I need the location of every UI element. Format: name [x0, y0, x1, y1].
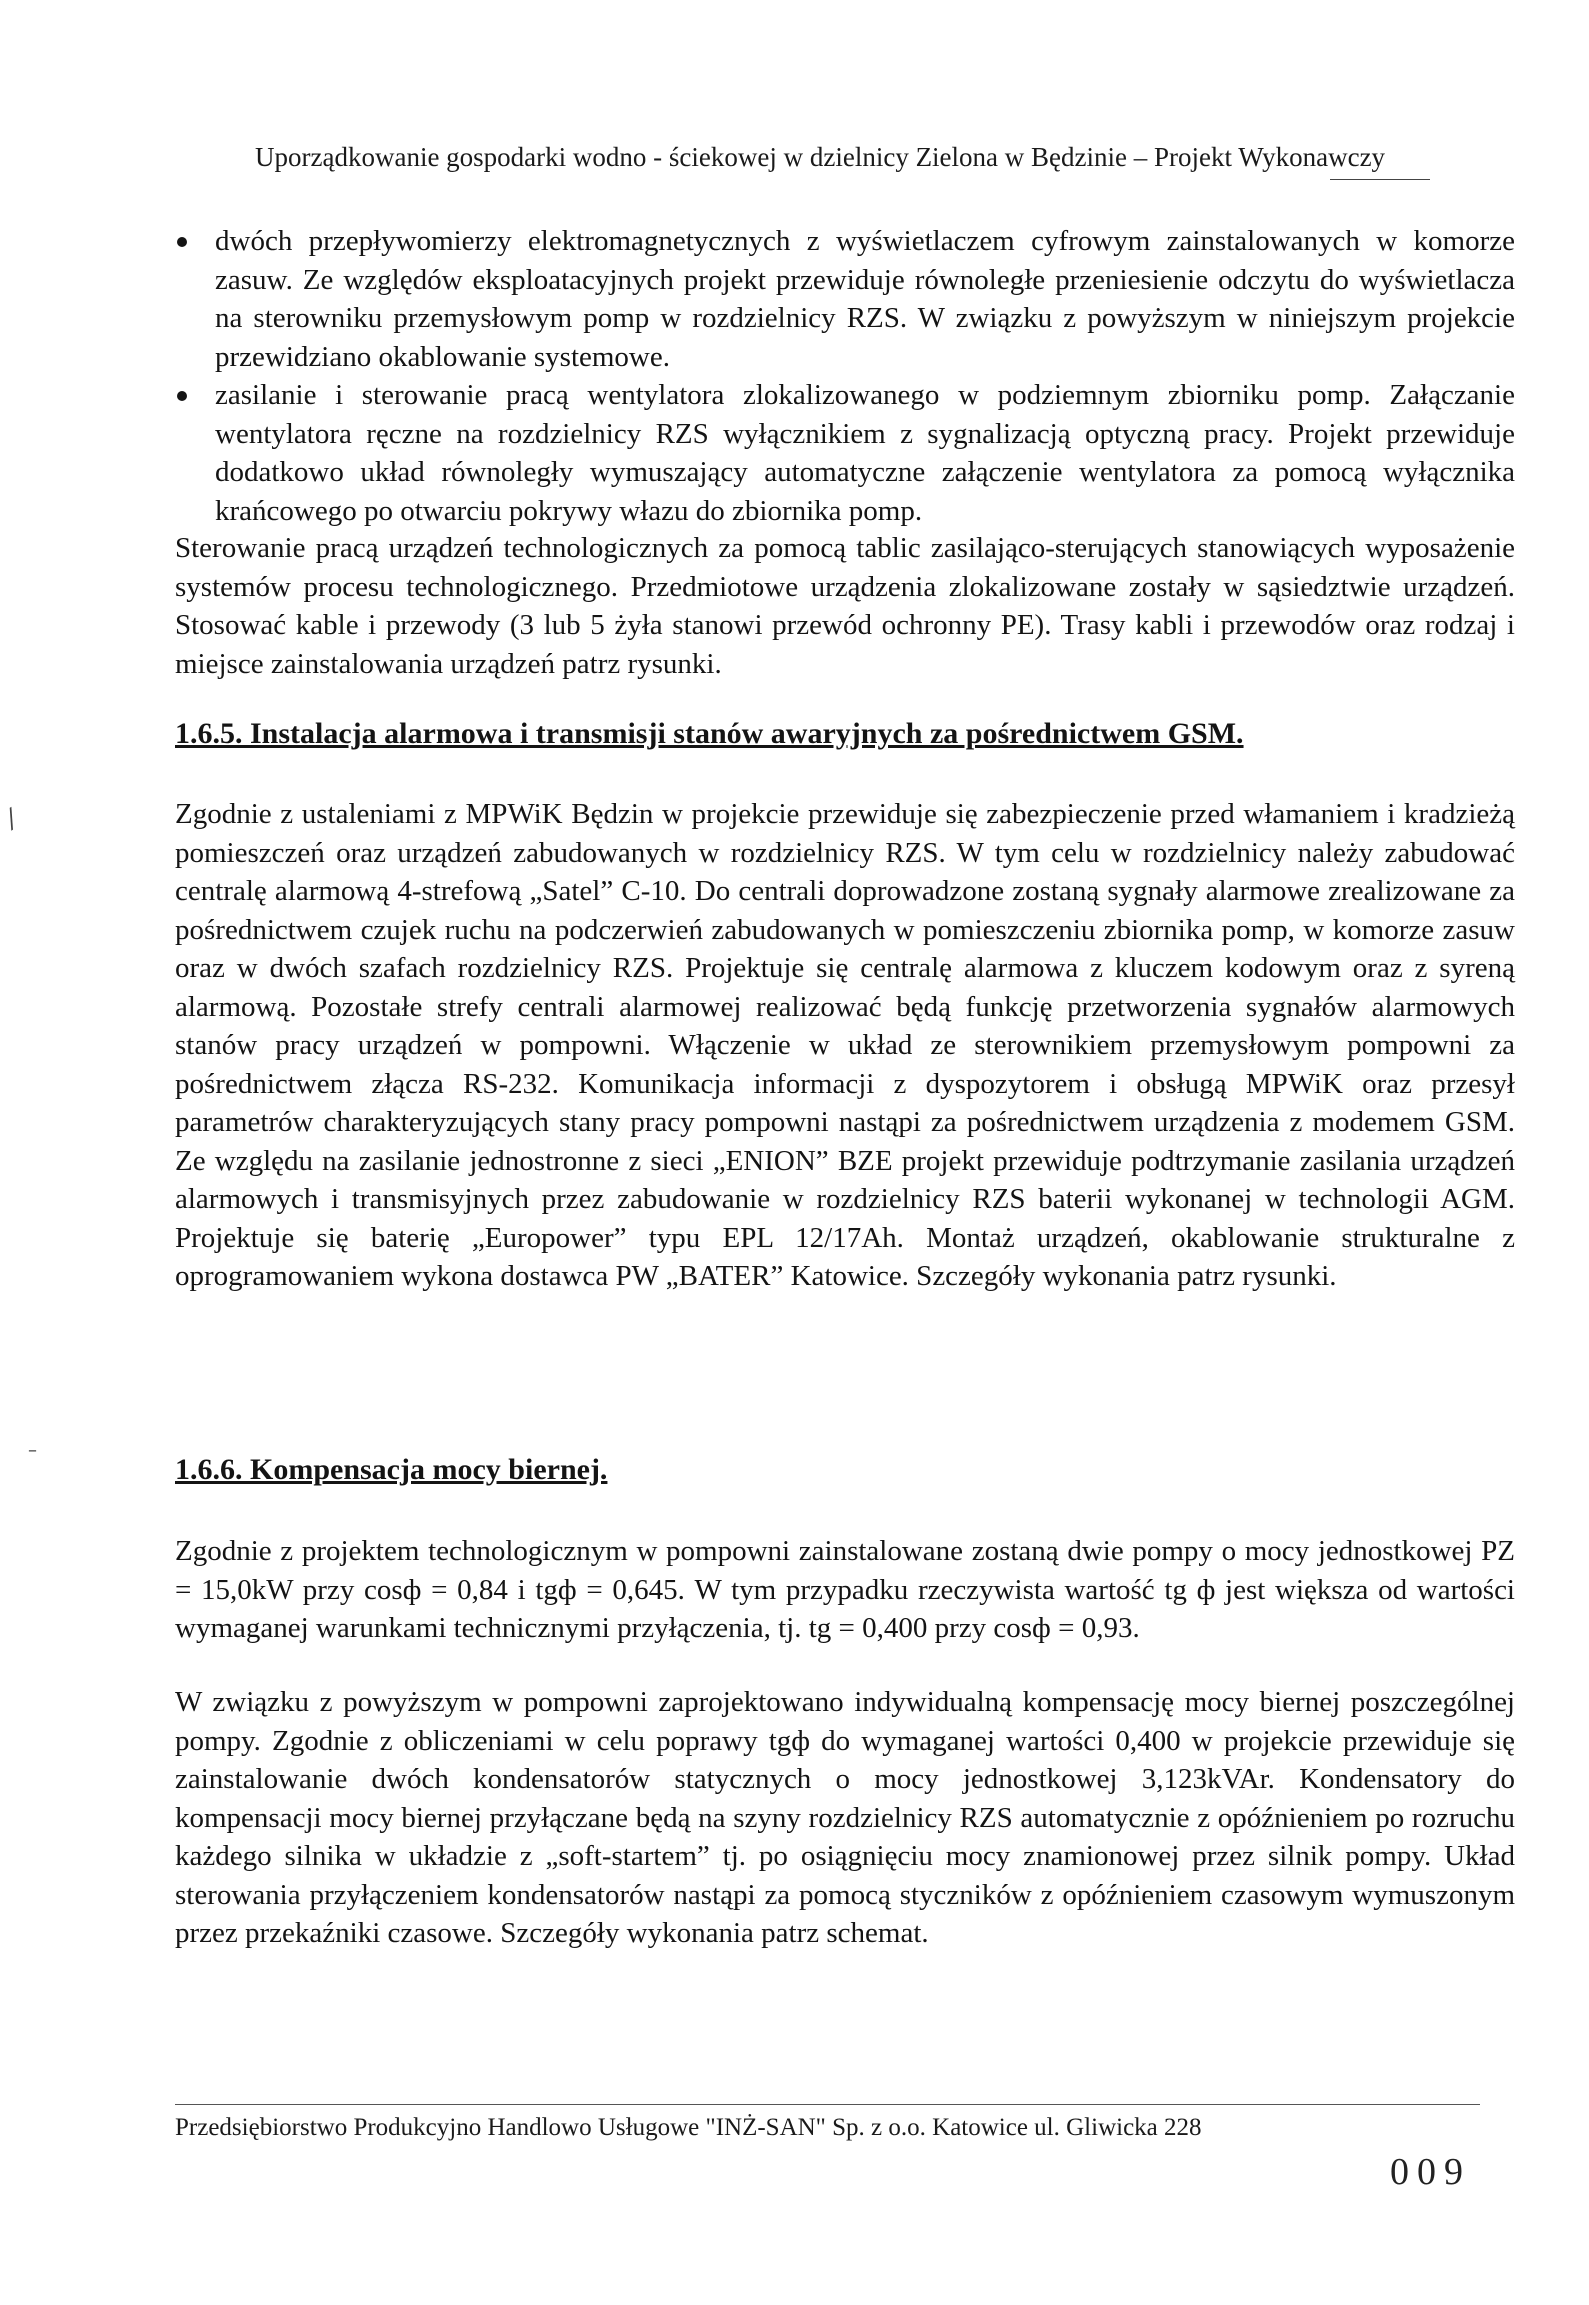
paragraph-compensation-1: Zgodnie z projektem technologicznym w pompowni zainstalowane zostaną dwie pompy o mocy jednostkowej PZ = 15,0kW przy cosф = 0,84 i tgф = 0,645. W tym przypadku rzeczywista wartość tg ф jest większa od wartości wymaganej warunkami technicznymi przyłączenia, tj. tg = 0,400 przy cosф = 0,93.: [175, 1535, 1515, 1644]
footer-divider: [175, 2104, 1480, 2105]
paragraph-alarm: Zgodnie z ustaleniami z MPWiK Będzin w projekcie przewiduje się zabezpieczenie przed włamaniem i kradzieżą pomieszczeń oraz urządzeń zabudowanych w rozdzielnicy RZS. W tym celu w rozdzielnicy należy zabudować centralę alarmową 4-strefową „Satel” C-10. Do centrali doprowadzone zostaną sygnały alarmowe zrealizowane za pośrednictwem czujek ruchu na podczerwień zabudowanych w pomieszczeniu zbiornika pomp, w komorze zasuw oraz w dwóch szafach rozdzielnicy RZS. Projektuje się centralę alarmowa z kluczem kodowym oraz z syreną alarmową. Pozostałe strefy centrali alarmowej realizować będą funkcję przetworzenia sygnałów alarmowych stanów pracy urządzeń w pompowni. Włączenie w układ ze sterownikiem przemysłowym pompowni za pośrednictwem złącza RS-232. Komunikacja informacji z dyspozytorem i obsługą MPWiK oraz przesył parametrów charakteryzujących stany pracy pompowni nastąpi za pośrednictwem urządzenia z modemem GSM. Ze względu na zasilanie jednostronne z sieci „ENION” BZE projekt przewiduje podtrzymanie zasilania urządzeń alarmowych i transmisyjnych przez zabudowanie w rozdzielnicy RZS baterii wykonanej w technologii AGM. Projektuje się baterię „Europower” typu EPL 12/17Ah. Montaż urządzeń, okablowanie strukturalne z oprogramowaniem wykona dostawca PW „BATER” Katowice. Szczegóły wykonania patrz rysunki.: [175, 798, 1515, 1292]
list-item: [175, 376, 1515, 530]
section-heading-compensation: 1.6.6. Kompensacja mocy biernej.: [175, 1453, 608, 1486]
margin-dash-mark-icon: –: [28, 1440, 37, 1461]
header-underline: [1330, 179, 1430, 180]
page-number: 009: [1390, 2151, 1471, 2193]
section-heading-alarm: 1.6.5. Instalacja alarmowa i transmisji stanów awaryjnych za pośrednictwem GSM.: [175, 717, 1244, 750]
page-header: Uporządkowanie gospodarki wodno - ściekowej w dzielnicy Zielona w Będzinie – Projekt Wykonawczy: [255, 142, 1386, 172]
bullet-icon: [177, 237, 187, 247]
list-item: [175, 222, 1515, 376]
margin-pen-mark-icon: ⁄: [1, 806, 23, 834]
paragraph-control: Sterowanie pracą urządzeń technologicznych za pomocą tablic zasilająco-sterujących stanowiących wyposażenie systemów procesu technologicznego. Przedmiotowe urządzenia zlokalizowane zostały w sąsiedztwie urządzeń. Stosować kable i przewody (3 lub 5 żyła stanowi przewód ochronny PE). Trasy kabli i przewodów oraz rodzaj i miejsce zainstalowania urządzeń patrz rysunki.: [175, 532, 1515, 680]
bullet-text: zasilanie i sterowanie pracą wentylatora zlokalizowanego w podziemnym zbiorniku pomp. Załączanie wentylatora ręczne na rozdzielnicy RZS wyłącznikiem z sygnalizacją optyczną pracy. Projekt przewiduje dodatkowo układ równoległy wymuszający automatyczne załączenie wentylatora za pomocą wyłącznika krańcowego po otwarciu pokrywy włazu do zbiornika pomp.: [215, 379, 1515, 527]
page-footer: Przedsiębiorstwo Produkcyjno Handlowo Usługowe "INŻ-SAN" Sp. z o.o. Katowice ul. Gliwicka 228: [175, 2114, 1202, 2141]
bullet-list: [175, 222, 1515, 530]
bullet-icon: [177, 391, 187, 401]
paragraph-compensation-2: W związku z powyższym w pompowni zaprojektowano indywidualną kompensację mocy biernej poszczególnej pompy. Zgodnie z obliczeniami w celu poprawy tgф do wymaganej wartości 0,400 w projekcie przewiduje się zainstalowanie dwóch kondensatorów statycznych o mocy jednostkowej 3,123kVAr. Kondensatory do kompensacji mocy biernej przyłączane będą na szyny rozdzielnicy RZS automatycznie z opóźnieniem po rozruchu każdego silnika w układzie z „soft-startem” tj. po osiągnięciu mocy znamionowej przez silnik pompy. Układ sterowania przyłączeniem kondensatorów nastąpi za pomocą styczników z opóźnieniem czasowym wymuszonym przez przekaźniki czasowe. Szczegóły wykonania patrz schemat.: [175, 1686, 1515, 1949]
bullet-text: dwóch przepływomierzy elektromagnetycznych z wyświetlaczem cyfrowym zainstalowanych w komorze zasuw. Ze względów eksploatacyjnych projekt przewiduje równoległe przeniesienie odczytu do wyświetlacza na sterowniku przemysłowym pomp w rozdzielnicy RZS. W związku z powyższym w niniejszym projekcie przewidziano okablowanie systemowe.: [215, 225, 1515, 373]
